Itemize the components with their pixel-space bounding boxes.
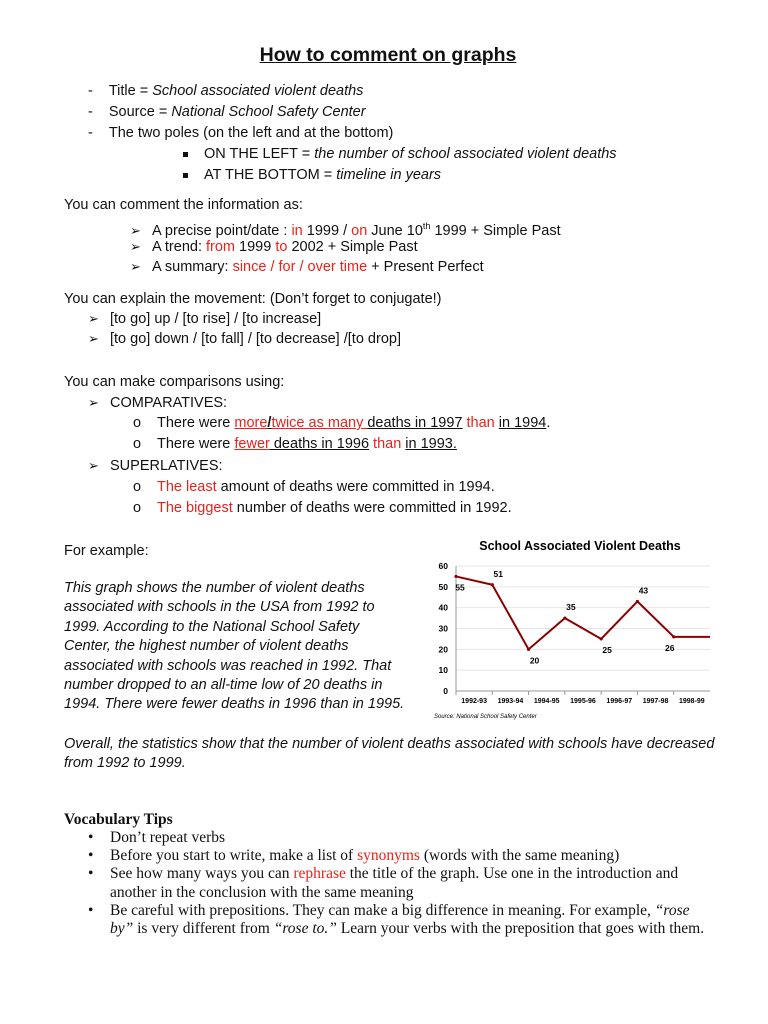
- bullet-icon: •: [88, 847, 94, 865]
- x-tick-label: 1998-99: [679, 698, 705, 705]
- y-tick-label: 0: [443, 686, 448, 696]
- data-point: [600, 637, 603, 640]
- square-bullet-icon: [183, 152, 188, 157]
- comparative-example-2: o There were fewer deaths in 1996 than in 1993.: [133, 436, 457, 452]
- data-point: [563, 616, 566, 619]
- square-bullet-icon: [183, 173, 188, 178]
- vocab-tip: • Don’t repeat verbs: [88, 829, 226, 846]
- data-point: [527, 648, 530, 651]
- circle-bullet-icon: o: [133, 436, 142, 452]
- y-tick-label: 10: [438, 665, 448, 676]
- vocab-tip: • Be careful with prepositions. They can make a big difference in meaning. For example, “rose by” is very different from “rose to.” Learn your verbs with the preposition that goes with them.: [88, 901, 705, 938]
- source-line: - Source = National School Safety Center: [88, 104, 366, 120]
- comment-summary: ➢ A summary: since / for / over time + Present Perfect: [130, 259, 484, 275]
- comparatives-heading: ➢ COMPARATIVES:: [88, 395, 228, 411]
- comparisons-heading: You can make comparisons using:: [64, 374, 285, 390]
- title-value: School associated violent deaths: [152, 83, 364, 99]
- arrow-bullet-icon: ➢: [130, 222, 141, 238]
- bullet-icon: •: [88, 829, 94, 846]
- data-point: [454, 575, 457, 578]
- y-tick-label: 30: [438, 623, 448, 634]
- x-tick-label: 1996-97: [606, 698, 633, 705]
- data-label: 55: [455, 582, 465, 593]
- chart-series-line: [456, 576, 710, 649]
- superlative-example-1: o The least amount of deaths were committed in 1994.: [133, 479, 495, 495]
- x-tick-label: 1997-98: [642, 698, 669, 705]
- x-tick-label: 1995-96: [570, 698, 596, 705]
- arrow-bullet-icon: ➢: [88, 311, 99, 326]
- circle-bullet-icon: o: [133, 415, 142, 431]
- source-label: Source =: [108, 104, 172, 120]
- movement-heading: You can explain the movement: (Don’t forget to conjugate!): [64, 291, 442, 307]
- data-label: 35: [566, 602, 576, 613]
- example-overall: Overall, the statistics show that the number of violent deaths associated with schools have decreased from 1992 to 1999.: [64, 736, 715, 772]
- x-tick-label: 1992-93: [461, 698, 487, 705]
- bottom-axis-line: AT THE BOTTOM = timeline in years: [183, 166, 441, 184]
- comment-heading: You can comment the information as:: [64, 197, 303, 213]
- chart-source: Source: National School Safety Center: [434, 714, 537, 720]
- circle-bullet-icon: o: [133, 500, 142, 516]
- title-label: Title =: [108, 83, 153, 99]
- poles-text: The two poles (on the left and at the bottom): [108, 125, 394, 141]
- page-title: How to comment on graphs: [259, 44, 517, 66]
- data-label: 26: [664, 642, 675, 653]
- vocab-heading: Vocabulary Tips: [64, 811, 173, 828]
- vocab-tip: • Before you start to write, make a list of synonyms (words with the same meaning): [88, 847, 620, 865]
- x-tick-label: 1993-94: [497, 698, 524, 705]
- data-label: 43: [638, 585, 649, 596]
- comment-point: ➢ A precise point/date : in 1999 / on June 10th 1999 + Simple Past: [130, 221, 561, 239]
- arrow-bullet-icon: ➢: [88, 395, 99, 410]
- example-paragraph: This graph shows the number of violent deaths associated with schools in the USA from 1992 to 1999. According to the National School Safety Center, the highest number of violent deaths associated with schools was reached in 1992. That number dropped to an all-time low of 20 deaths in 1994. There were fewer deaths in 1996 than in 1995.: [64, 580, 405, 713]
- y-tick-label: 20: [438, 644, 448, 655]
- poles-line: - The two poles (on the left and at the bottom): [88, 125, 394, 141]
- chart-title: School Associated Violent Deaths: [479, 539, 681, 553]
- comment-trend: ➢ A trend: from 1999 to 2002 + Simple Past: [130, 239, 418, 255]
- x-tick-label: 1994-95: [533, 698, 560, 705]
- data-label: 51: [493, 568, 504, 579]
- bullet-icon: •: [88, 901, 94, 919]
- circle-bullet-icon: o: [133, 479, 142, 495]
- data-point: [491, 583, 494, 586]
- vocab-list: [88, 829, 708, 938]
- arrow-bullet-icon: ➢: [130, 239, 141, 254]
- data-label: 25: [602, 644, 612, 655]
- y-tick-label: 50: [438, 581, 448, 592]
- example-heading: For example:: [64, 543, 149, 559]
- vocab-tip: • See how many ways you can rephrase the title of the graph. Use one in the introduction and another in the conclusion with the same meaning: [88, 865, 679, 901]
- arrow-bullet-icon: ➢: [88, 331, 99, 346]
- data-point: [636, 600, 639, 603]
- deaths-line-chart: [416, 532, 716, 722]
- comparative-example-1: o There were more/twice as many deaths in 1997 than in 1994.: [133, 415, 551, 431]
- y-tick-label: 40: [438, 602, 448, 613]
- arrow-bullet-icon: ➢: [130, 259, 141, 274]
- superlatives-heading: ➢ SUPERLATIVES:: [88, 458, 223, 474]
- movement-up: ➢ [to go] up / [to rise] / [to increase]: [88, 311, 322, 327]
- movement-down: ➢ [to go] down / [to fall] / [to decrease] /[to drop]: [88, 331, 401, 347]
- left-axis-line: ON THE LEFT = the number of school associated violent deaths: [183, 145, 617, 163]
- arrow-bullet-icon: ➢: [88, 458, 99, 473]
- superlative-example-2: o The biggest number of deaths were committed in 1992.: [133, 500, 512, 516]
- data-point: [672, 635, 675, 638]
- title-line: - Title = School associated violent deaths: [88, 83, 364, 99]
- y-tick-label: 60: [438, 561, 448, 571]
- data-label: 20: [529, 655, 540, 666]
- bullet-icon: •: [88, 865, 94, 883]
- source-value: National School Safety Center: [171, 104, 366, 120]
